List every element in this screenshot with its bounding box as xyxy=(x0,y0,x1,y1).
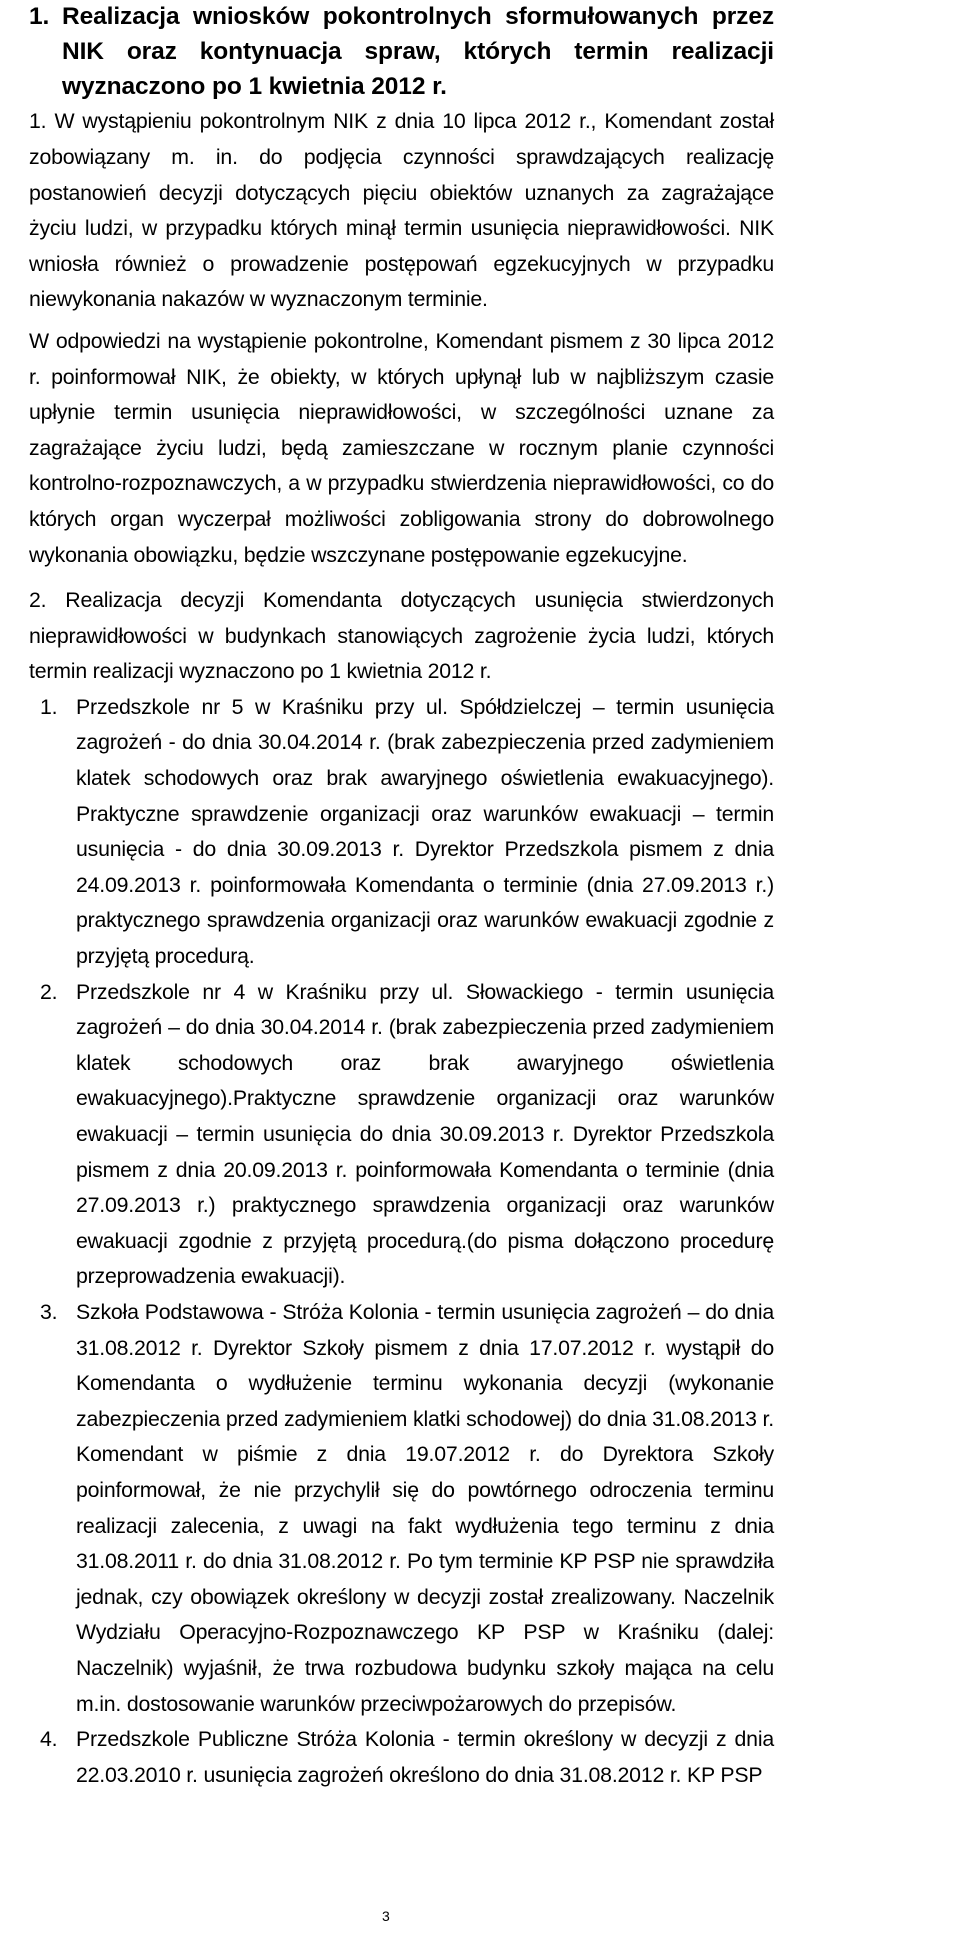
page-number: 3 xyxy=(382,1908,390,1924)
paragraph-1: 1. W wystąpieniu pokontrolnym NIK z dnia 10 lipca 2012 r., Komendant został zobowiązany m. in. do podjęcia czynności sprawdzających realizację postanowień decyzji dotyczących pięciu obiektów uznanych za zagrażające życiu ludzi, w przypadku których minął termin usunięcia nieprawidłowości. NIK wniosła również o prowadzenie postępowań egzekucyjnych w przypadku niewykonania nakazów w wyznaczonym terminie. xyxy=(29,109,774,312)
section-heading-text: Realizacja wniosków pokontrolnych sformułowanych przez NIK oraz kontynuacja spraw, których termin realizacji wyznaczono po 1 kwietnia 2012 r. xyxy=(62,3,774,100)
list-item xyxy=(29,1295,774,1722)
list-item-text: Przedszkole nr 4 w Kraśniku przy ul. Słowackiego - termin usunięcia zagrożeń – do dnia 30.04.2014 r. (brak zabezpieczenia przed zadymieniem klatek schodowych oraz brak awaryjnego oświetlenia ewakuacyjnego).Praktyczne sprawdzenie organizacji oraz warunków ewakuacji – termin usunięcia do dnia 30.09.2013 r. Dyrektor Przedszkola pismem z dnia 20.09.2013 r. poinformowała Komendanta o terminie (dnia 27.09.2013 r.) praktycznego sprawdzenia organizacji oraz warunków ewakuacji zgodnie z przyjętą procedurą.(do pisma dołączono procedurę przeprowadzenia ewakuacji). xyxy=(76,979,774,1289)
numbered-list xyxy=(29,690,774,1793)
list-item-number: 2. xyxy=(40,979,58,1004)
list-item-text: Przedszkole Publiczne Stróża Kolonia - termin określony w decyzji z dnia 22.03.2010 r. usunięcia zagrożeń określono do dnia 31.08.2012 r. KP PSP xyxy=(76,1727,774,1787)
list-item-number: 3. xyxy=(40,1299,58,1324)
list-item-number: 1. xyxy=(40,694,58,719)
paragraph-2: W odpowiedzi na wystąpienie pokontrolne, Komendant pismem z 30 lipca 2012 r. poinformował NIK, że obiekty, w których upłynął lub w najbliższym czasie upłynie termin usunięcia nieprawidłowości, w szczególności uznane za zagrażające życiu ludzi, będą zamieszczane w rocznym planie czynności kontrolno-rozpoznawczych, a w przypadku stwierdzenia nieprawidłowości, co do których organ wyczerpał możliwości zobligowania strony do dobrowolnego wykonania obowiązku, będzie wszczynane postępowanie egzekucyjne. xyxy=(29,328,774,567)
list-item xyxy=(29,975,774,1295)
section-heading-number: 1. xyxy=(29,3,50,30)
list-item xyxy=(29,690,774,975)
list-item-number: 4. xyxy=(40,1727,58,1752)
list-item-text: Przedszkole nr 5 w Kraśniku przy ul. Spółdzielczej – termin usunięcia zagrożeń - do dnia 30.04.2014 r. (brak zabezpieczenia przed zadymieniem klatek schodowych oraz brak awaryjnego oświetlenia ewakuacyjnego). Praktyczne sprawdzenie organizacji oraz warunków ewakuacji – termin usunięcia - do dnia 30.09.2013 r. Dyrektor Przedszkola pismem z dnia 24.09.2013 r. poinformowała Komendanta o terminie (dnia 27.09.2013 r.) praktycznego sprawdzenia organizacji oraz warunków ewakuacji zgodnie z przyjętą procedurą. xyxy=(76,694,774,969)
section-heading xyxy=(29,0,774,104)
paragraph-3: 2. Realizacja decyzji Komendanta dotyczących usunięcia stwierdzonych nieprawidłowości w budynkach stanowiących zagrożenie życia ludzi, których termin realizacji wyznaczono po 1 kwietnia 2012 r. xyxy=(29,588,774,684)
list-item xyxy=(29,1722,774,1793)
document-body xyxy=(29,0,774,1793)
list-item-text: Szkoła Podstawowa - Stróża Kolonia - termin usunięcia zagrożeń – do dnia 31.08.2012 r. Dyrektor Szkoły pismem z dnia 17.07.2012 r. wystąpił do Komendanta o wydłużenie terminu wykonania decyzji (wykonanie zabezpieczenia przed zadymieniem klatki schodowej) do dnia 31.08.2013 r. Komendant w piśmie z dnia 19.07.2012 r. do Dyrektora Szkoły poinformował, że nie przychylił się do powtórnego odroczenia terminu realizacji zalecenia, z uwagi na fakt wydłużenia tego terminu z dnia 31.08.2011 r. do dnia 31.08.2012 r. Po tym terminie KP PSP nie sprawdziła jednak, czy obowiązek określony w decyzji został zrealizowany. Naczelnik Wydziału Operacyjno-Rozpoznawczego KP PSP w Kraśniku (dalej: Naczelnik) wyjaśnił, że trwa rozbudowa budynku szkoły mająca na celu m.in. dostosowanie warunków przeciwpożarowych do przepisów. xyxy=(76,1299,774,1716)
